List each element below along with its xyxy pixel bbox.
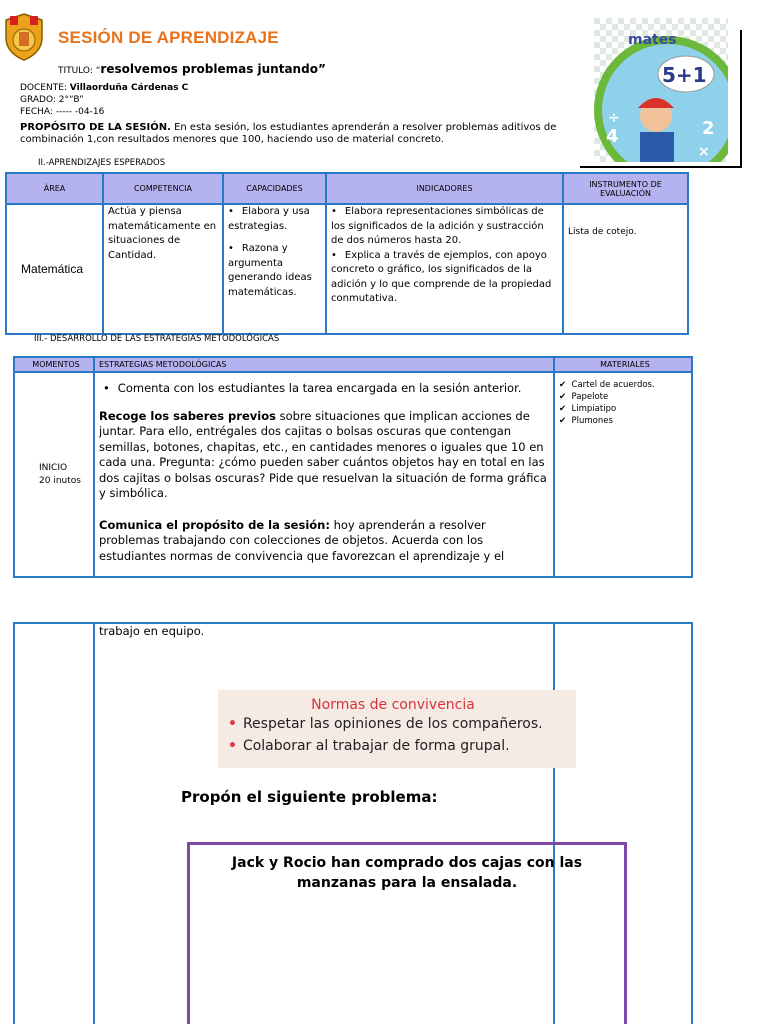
section-3-label: III.- DESARROLLO DE LAS ESTRATEGIAS METODOLÓGICAS xyxy=(34,334,280,344)
propon-heading: Propón el siguiente problema: xyxy=(181,788,438,806)
bullet-icon: • xyxy=(228,716,237,732)
strategy-bullet xyxy=(99,373,549,397)
saberes-text: sobre situaciones que implican acciones de juntar. Para ello, entrégales dos cajitas o bolsas oscuras que contengan semillas, botones, chapitas, etc., en cantidades menores o iguales que 10 en cada una. Pregunta: ¿cómo pueden saber cuántos objetos hay en total en las dos cajitas o bolsas oscuras? Pide que resuelvan la situación de forma gráfica y simbólica. xyxy=(99,408,547,500)
col-header-capacidades: CAPACIDADES xyxy=(223,173,326,204)
material-label: Cartel de acuerdos. xyxy=(571,380,655,390)
page-title: SESIÓN DE APRENDIZAJE xyxy=(58,28,279,47)
strategies-table xyxy=(13,356,693,578)
session-purpose xyxy=(20,122,580,146)
problem-box: Jack y Rocio han comprado dos cajas con las manzanas para la ensalada. xyxy=(187,842,627,1024)
svg-text:2: 2 xyxy=(702,118,715,139)
comunica-paragraph xyxy=(99,518,549,565)
indicador-item: • Explica a través de ejemplos, con apoyo concreto o gráfico, los significados de la adición y lo que comprende de la propiedad conmutativa. xyxy=(331,249,558,307)
strategies-table-continued xyxy=(13,622,693,1024)
competencia-cell: Actúa y piensa matemáticamente en situaciones de Cantidad. xyxy=(103,204,223,334)
saberes-paragraph xyxy=(99,409,549,502)
image-word: mates xyxy=(628,32,677,48)
check-icon: ✔ xyxy=(559,392,567,402)
learning-table xyxy=(5,172,689,335)
comunica-label: Comunica el propósito de la sesión: xyxy=(99,517,330,532)
col-header-area: ÁREA xyxy=(6,173,103,204)
svg-text:×: × xyxy=(698,144,710,160)
norma-text: Colaborar al trabajar de forma grupal. xyxy=(242,738,510,754)
school-logo xyxy=(2,12,46,62)
titulo-value: resolvemos problemas juntando xyxy=(100,62,318,76)
check-icon: ✔ xyxy=(559,380,567,390)
col-header-materiales: MATERIALES xyxy=(554,357,692,372)
materiales-cell xyxy=(554,372,692,577)
momento-time: 20 inutos xyxy=(39,475,81,486)
capacidad-item: • Razona y argumenta generando ideas matemáticas. xyxy=(228,242,321,300)
norma-text: Respetar las opiniones de los compañeros. xyxy=(242,716,543,732)
titulo-close: ” xyxy=(317,62,326,76)
momento-cell-empty xyxy=(14,623,94,1024)
material-item xyxy=(559,403,687,415)
norma-item xyxy=(228,735,576,757)
material-item xyxy=(559,391,687,403)
session-title xyxy=(58,62,326,76)
docente-value: Villaorduña Cárdenas C xyxy=(69,83,189,93)
continuation-text: trabajo en equipo. xyxy=(99,624,205,638)
col-header-estrategias: ESTRATEGIAS METODOLÓGICAS xyxy=(94,357,554,372)
strategy-bullet-text: • Comenta con los estudiantes la tarea encargada en la sesión anterior. xyxy=(103,381,521,395)
svg-text:÷: ÷ xyxy=(608,110,620,126)
norma-item xyxy=(228,713,576,735)
material-label: Limpiatipo xyxy=(571,404,617,414)
docente-label: DOCENTE: xyxy=(20,83,70,93)
titulo-label: TITULO: “ xyxy=(58,66,101,76)
col-header-competencia: COMPETENCIA xyxy=(103,173,223,204)
material-item xyxy=(559,379,687,391)
instrumento-cell: Lista de cotejo. xyxy=(563,204,688,334)
capacidades-cell xyxy=(223,204,326,334)
strategies-cell-continued xyxy=(94,623,583,1024)
material-label: Papelote xyxy=(571,392,609,402)
bullet-icon: • xyxy=(228,738,237,754)
purpose-text: En esta sesión, los estudiantes aprenderán a resolver problemas aditivos de combinación 1,con resultados menores que 100, haciendo uso de material concreto. xyxy=(20,122,557,145)
comunica-text: hoy aprenderán a resolver problemas trabajando con colecciones de objetos. Acuerda con los estudiantes normas de convivencia que favorezcan el aprendizaje y el xyxy=(99,517,505,563)
capacidad-item: • Elabora y usa estrategias. xyxy=(228,205,321,234)
normas-title: Normas de convivencia xyxy=(311,697,475,713)
momento-name: INICIO xyxy=(39,462,68,473)
check-icon: ✔ xyxy=(559,404,567,414)
strategies-cell xyxy=(94,372,554,577)
area-cell: Matemática xyxy=(6,204,103,334)
fecha-line: FECHA: ----- -04-16 xyxy=(20,107,105,117)
col-header-momentos: MOMENTOS xyxy=(14,357,94,372)
col-header-indicadores: INDICADORES xyxy=(326,173,563,204)
indicador-item: • Elabora representaciones simbólicas de los significados de la adición y sustracción de dos números hasta 20. xyxy=(331,205,558,249)
material-item xyxy=(559,415,687,427)
section-2-label: II.-APRENDIZAJES ESPERADOS xyxy=(38,158,166,168)
saberes-label: Recoge los saberes previos xyxy=(99,408,276,423)
image-sum: 5+1 xyxy=(662,63,707,87)
grado-line: GRADO: 2°“B” xyxy=(20,95,84,105)
material-label: Plumones xyxy=(571,416,613,426)
purpose-label: PROPÓSITO DE LA SESIÓN. xyxy=(20,122,171,133)
svg-text:4: 4 xyxy=(606,126,619,147)
check-icon: ✔ xyxy=(559,416,567,426)
normas-card xyxy=(218,690,576,768)
col-header-instrumento: INSTRUMENTO DE EVALUACIÓN xyxy=(563,173,688,204)
docente-line xyxy=(20,83,188,93)
momento-cell xyxy=(14,372,94,577)
math-illustration xyxy=(594,18,728,162)
indicadores-cell xyxy=(326,204,563,334)
